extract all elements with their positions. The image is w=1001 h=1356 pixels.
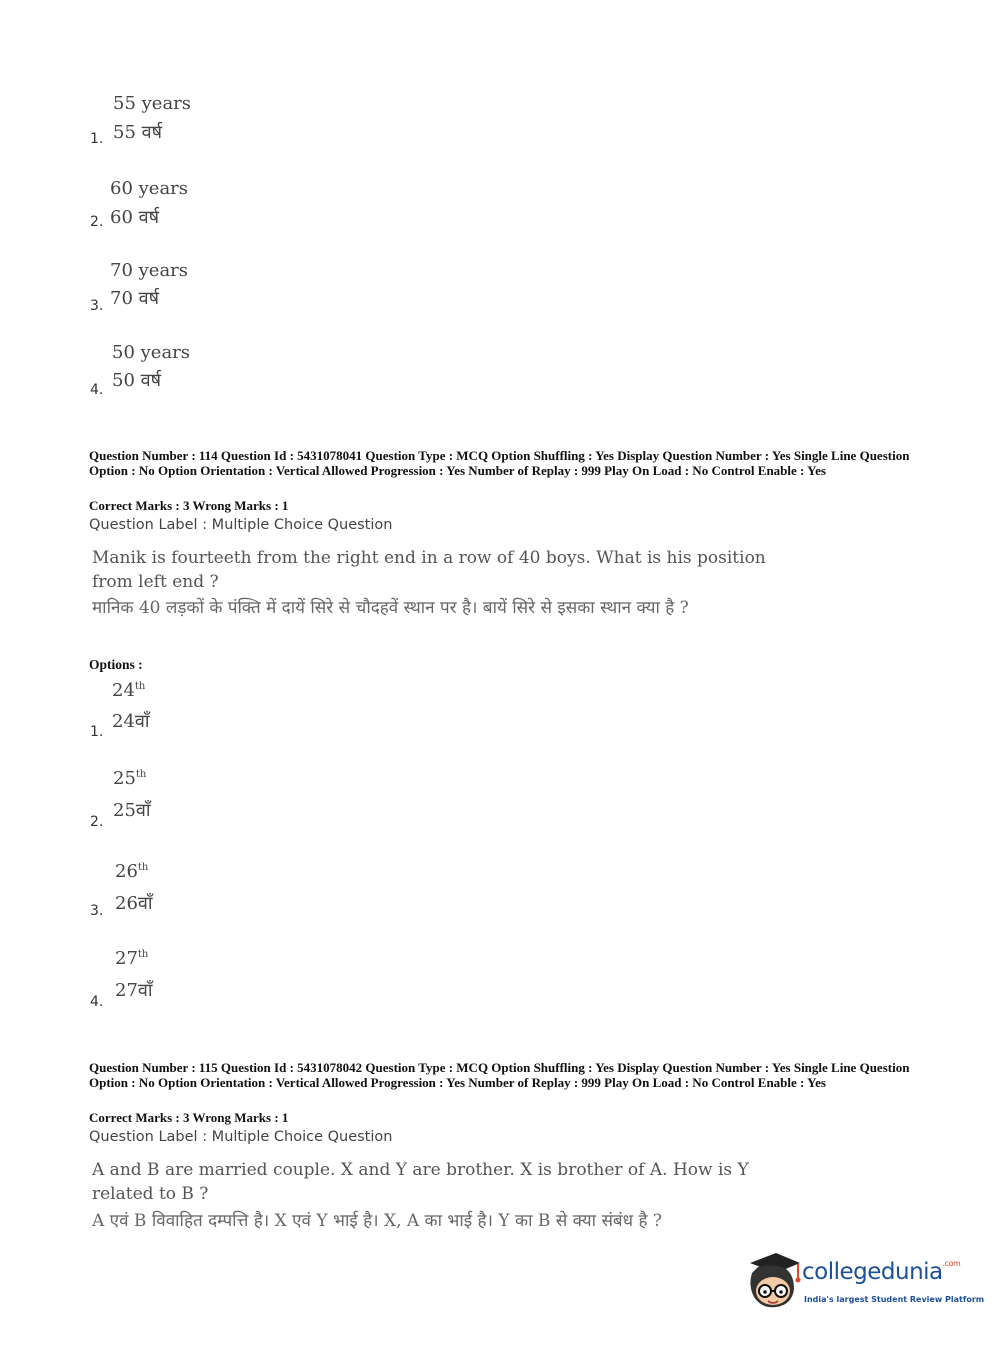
- prev-option-4-hi: 50 वर्ष: [112, 370, 162, 391]
- prev-option-2-en: 60 years: [110, 178, 189, 199]
- option-2-number[interactable]: 2.: [90, 814, 104, 830]
- option-3-hi: 26वाँ: [115, 893, 153, 914]
- option-4-en: 27th: [115, 948, 149, 969]
- question-meta: Question Number : 115 Question Id : 5431078042 Question Type : MCQ Option Shuffling : Yes Display Question Number : Yes Single Line Question Option : No Option Orientation : Vertical Allowed Progression : Yes Number of Replay : 999 Play On Load : No Control Enable : Yes: [89, 1060, 910, 1090]
- logo-wordmark: collegedunia$^{.com}$: [802, 1259, 961, 1285]
- option-4-hi: 27वाँ: [115, 980, 153, 1001]
- option-4-number[interactable]: 4.: [90, 994, 104, 1010]
- logo-tld: .com: [942, 1259, 961, 1268]
- prev-option-2-hi: 60 वर्ष: [110, 207, 160, 228]
- prev-option-3-en: 70 years: [110, 260, 189, 281]
- question-text-en: Manik is fourteeth from the right end in a row of 40 boys. What is his position from left end ?: [92, 548, 766, 592]
- prev-option-1-number[interactable]: 1.: [90, 131, 104, 147]
- prev-option-1-en: 55 years: [113, 93, 192, 114]
- mascot-icon: [742, 1251, 802, 1313]
- question-text-en: A and B are married couple. X and Y are brother. X is brother of A. How is Y related to B ?: [92, 1160, 749, 1204]
- prev-option-2-number[interactable]: 2.: [90, 214, 104, 230]
- prev-option-4-en: 50 years: [112, 342, 191, 363]
- option-1-number[interactable]: 1.: [90, 724, 104, 740]
- option-3-en: 26th: [115, 861, 149, 882]
- prev-option-3-number[interactable]: 3.: [90, 298, 104, 314]
- logo-tagline: India's largest Student Review Platform: [804, 1295, 985, 1304]
- option-1-hi: 24वाँ: [112, 711, 150, 732]
- question-text-hi: मानिक 40 लड़कों के पंक्ति में दायें सिरे से चौदहवें स्थान पर है। बायें सिरे से इसका स्थान क्या है ?: [92, 598, 689, 618]
- question-label: Question Label : Multiple Choice Question: [89, 517, 393, 533]
- question-marks: Correct Marks : 3 Wrong Marks : 1: [89, 498, 289, 513]
- prev-option-1-hi: 55 वर्ष: [113, 122, 163, 143]
- option-2-hi: 25वाँ: [113, 800, 151, 821]
- question-label: Question Label : Multiple Choice Question: [89, 1129, 393, 1145]
- prev-option-4-number[interactable]: 4.: [90, 382, 104, 398]
- options-heading: Options :: [89, 657, 143, 672]
- prev-option-3-hi: 70 वर्ष: [110, 288, 160, 309]
- question-meta: Question Number : 114 Question Id : 5431078041 Question Type : MCQ Option Shuffling : Yes Display Question Number : Yes Single Line Question Option : No Option Orientation : Vertical Allowed Progression : Yes Number of Replay : 999 Play On Load : No Control Enable : Yes: [89, 448, 910, 478]
- question-marks: Correct Marks : 3 Wrong Marks : 1: [89, 1110, 289, 1125]
- option-3-number[interactable]: 3.: [90, 903, 104, 919]
- collegedunia-logo: [742, 1251, 985, 1317]
- option-1-en: 24th: [112, 680, 146, 701]
- question-text-hi: A एवं B विवाहित दम्पत्ति है। X एवं Y भाई है। X, A का भाई है। Y का B से क्या संबंध है ?: [92, 1211, 663, 1231]
- option-2-en: 25th: [113, 768, 147, 789]
